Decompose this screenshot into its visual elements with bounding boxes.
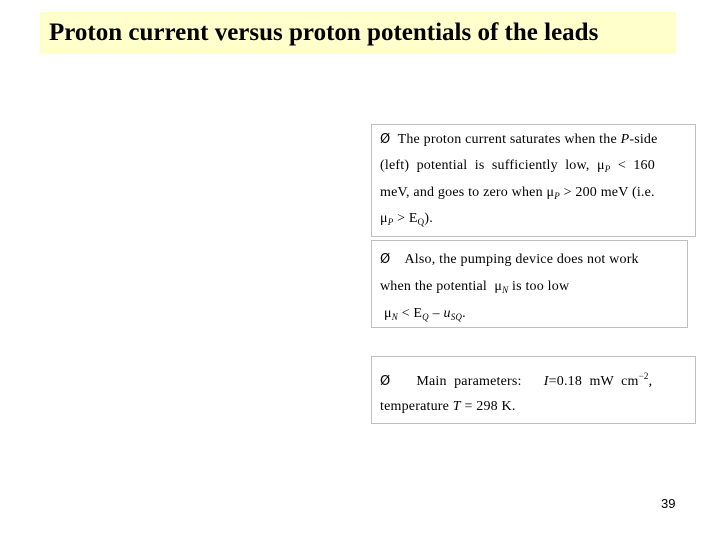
note-superscript: −2	[638, 371, 649, 381]
note-subscript: N	[391, 312, 398, 322]
note-line	[380, 185, 655, 201]
page-number: 39	[661, 496, 676, 511]
note-subscript: P	[554, 191, 560, 201]
note-pumping-device	[371, 240, 688, 328]
note-subscript: Q	[422, 312, 429, 322]
note-text: temperature	[380, 399, 453, 414]
note-text: – u	[428, 306, 451, 321]
note-text: (left) potential is sufficiently low, μ	[380, 158, 605, 173]
note-text: < 160	[610, 158, 655, 173]
note-variable: T	[452, 399, 461, 414]
note-text: ,	[648, 374, 653, 389]
note-text: Also, the pumping device does not work	[404, 252, 639, 267]
note-subscript: P	[604, 164, 611, 174]
note-text: -side	[629, 132, 658, 147]
bullet-arrow-icon: Ø	[380, 252, 391, 267]
bullet-arrow-icon: Ø	[380, 132, 391, 147]
note-line	[380, 211, 433, 227]
note-text: =0.18 mW cm	[548, 374, 639, 389]
note-text: μ	[384, 306, 392, 321]
note-current-saturation	[371, 124, 696, 237]
note-line	[380, 399, 516, 415]
note-line	[380, 158, 655, 174]
note-line	[380, 371, 652, 390]
note-text: μ	[380, 211, 388, 226]
note-text: is too low	[508, 279, 570, 294]
note-line	[380, 279, 569, 295]
note-text: The proton current saturates when the	[397, 132, 621, 147]
note-text: ).	[424, 211, 433, 226]
note-text: = 298 K.	[460, 399, 516, 414]
note-text: meV, and goes to zero when μ	[380, 185, 555, 200]
note-line	[384, 306, 466, 322]
slide-title: Proton current versus proton potentials of the leads	[40, 12, 676, 54]
note-subscript: N	[502, 285, 509, 295]
note-text: < E	[397, 306, 423, 321]
note-subscript: Q	[417, 217, 425, 227]
note-text: Main parameters:	[416, 374, 522, 389]
note-variable: P	[620, 132, 630, 147]
note-line	[380, 252, 639, 268]
note-subscript: SQ	[450, 312, 463, 322]
note-text: > 200 meV (i.e.	[559, 185, 655, 200]
bullet-arrow-icon: Ø	[380, 374, 391, 389]
note-text: > E	[393, 211, 418, 226]
note-text: .	[462, 306, 466, 321]
note-text: when the potential μ	[380, 279, 503, 294]
note-subscript: P	[387, 217, 394, 227]
note-line	[380, 132, 658, 148]
note-main-parameters	[371, 356, 696, 424]
note-variable: I	[543, 374, 549, 389]
